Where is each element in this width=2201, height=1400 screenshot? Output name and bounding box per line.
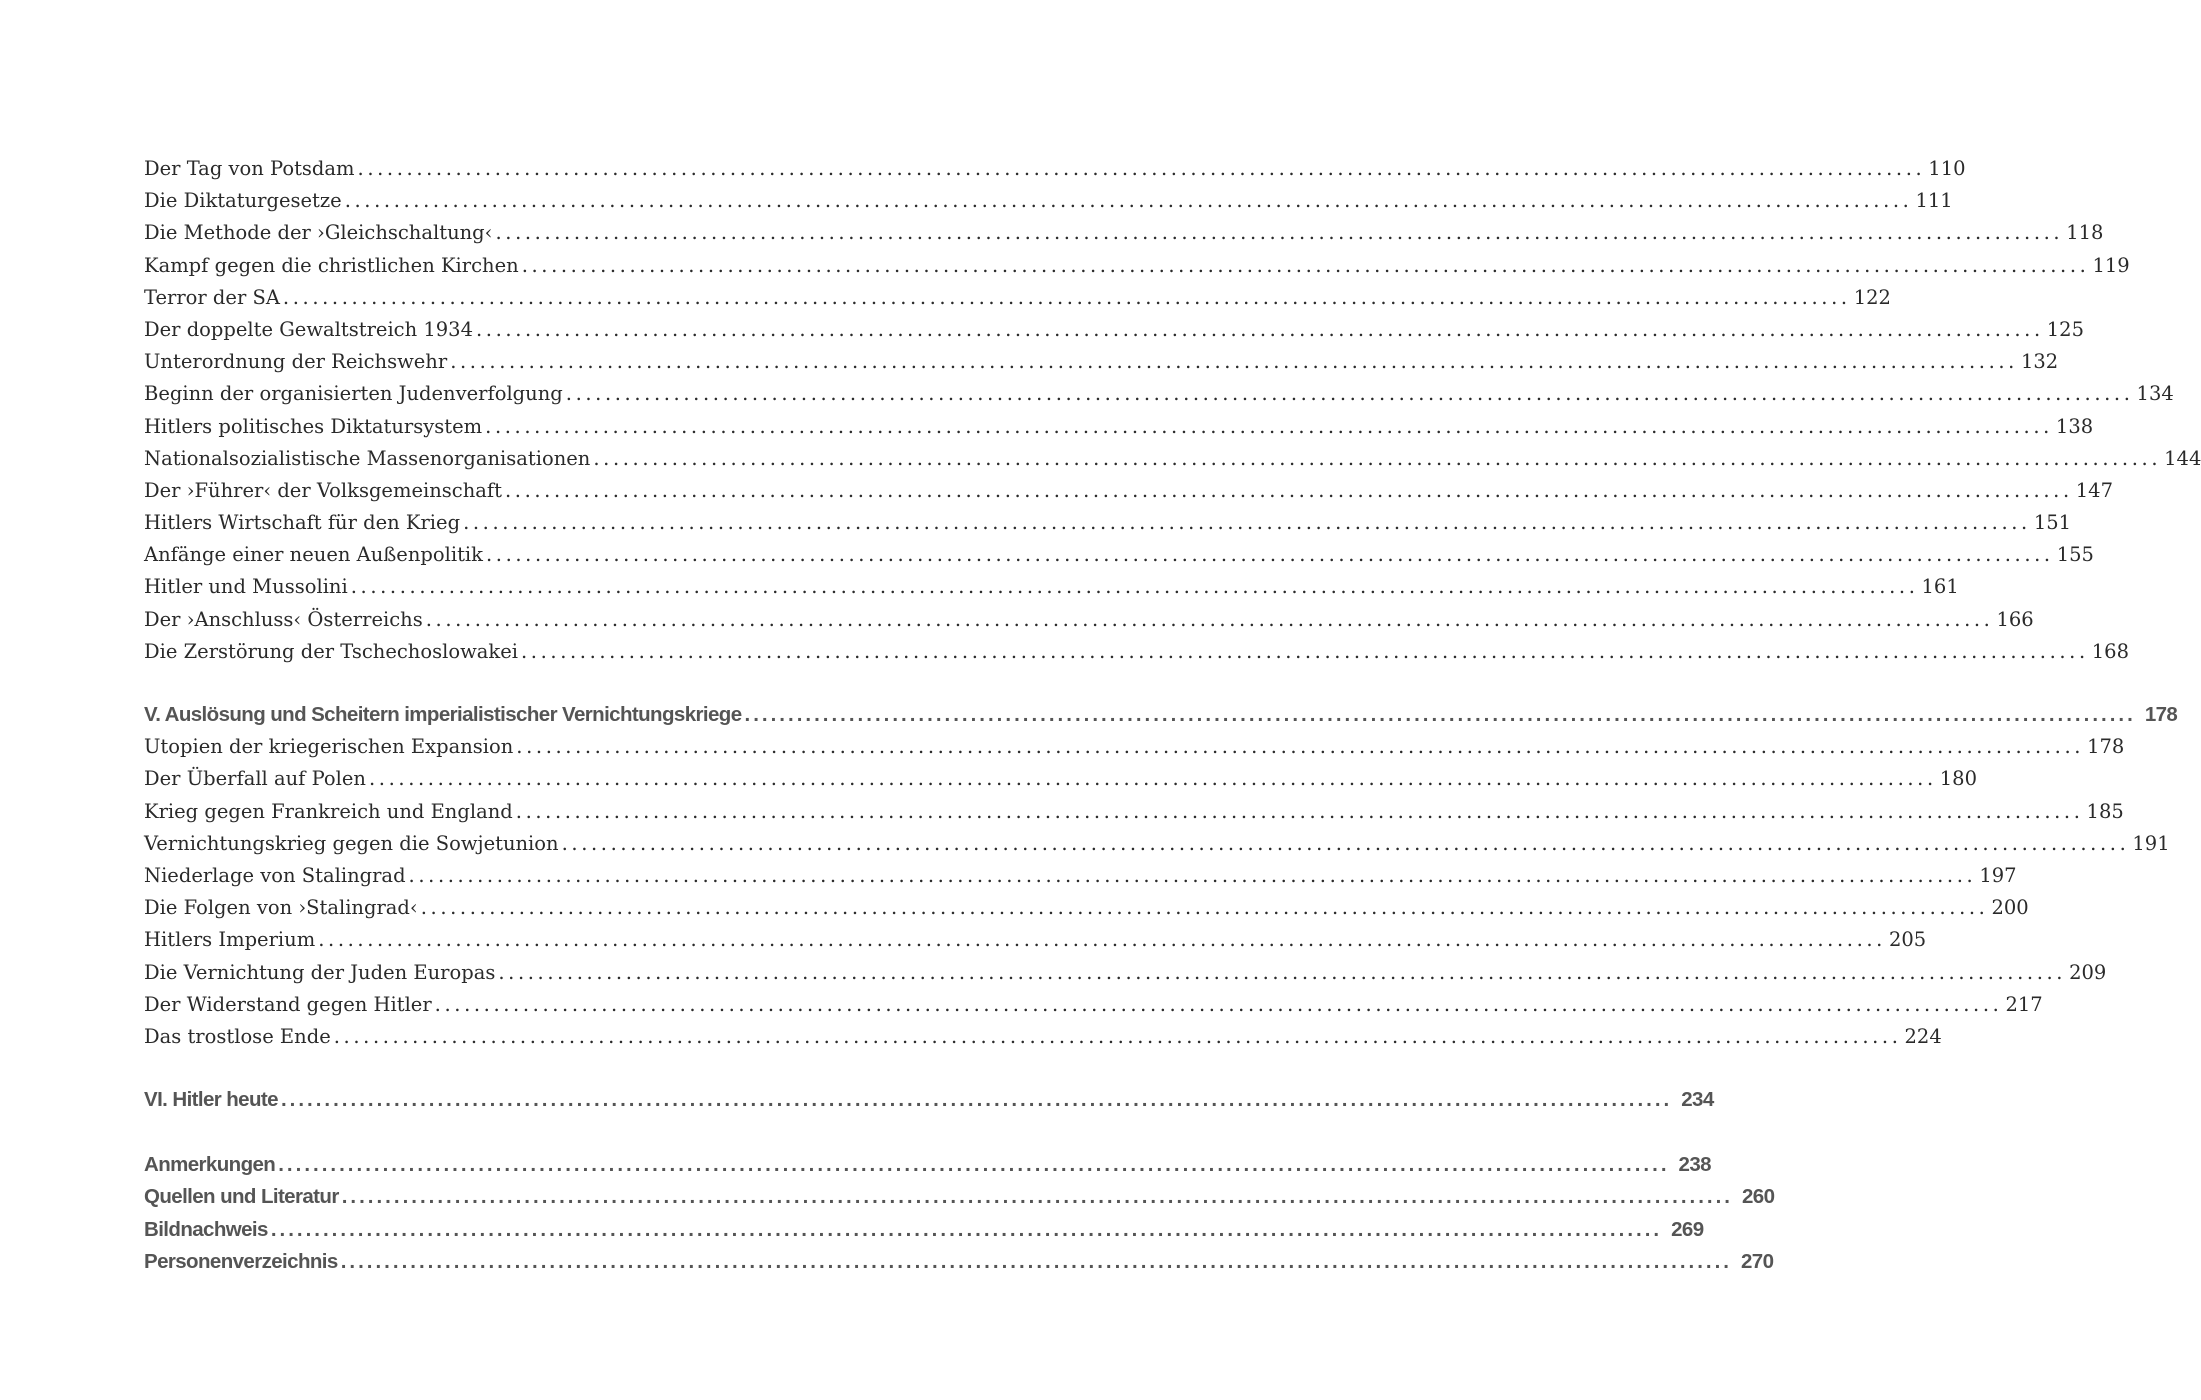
- entry-page: 209: [2069, 957, 2106, 989]
- entry-title: Der ›Führer‹ der Volksgemeinschaft: [144, 475, 502, 507]
- entry-page: 161: [1922, 571, 1959, 603]
- toc-entry: [144, 217, 2104, 249]
- dot-leader: ................................................................................................................................................................: [485, 543, 2054, 567]
- appendix-title: Bildnachweis: [144, 1214, 268, 1246]
- dot-leader: ................................................................................................................................................................: [593, 446, 2162, 470]
- section-v: [144, 699, 2178, 1053]
- entry-page: 197: [1979, 860, 2016, 892]
- toc-entry: [144, 346, 2059, 378]
- appendix-page: 269: [1665, 1214, 1703, 1246]
- dot-leader: ................................................................................................................................................................: [450, 350, 2018, 374]
- entry-page: 205: [1889, 924, 1926, 956]
- appendix-section: [144, 1149, 1775, 1278]
- chapter-heading: [144, 1084, 1714, 1116]
- entry-page: 144: [2164, 443, 2201, 475]
- entry-page: 122: [1854, 282, 1891, 314]
- entry-title: Hitlers Wirtschaft für den Krieg: [144, 507, 460, 539]
- toc-entry: [144, 475, 2113, 507]
- dot-leader: ................................................................................................................................................................: [495, 221, 2064, 245]
- section-iv-list: [144, 153, 2201, 668]
- entry-page: 147: [2076, 475, 2113, 507]
- entry-title: Die Vernichtung der Juden Europas: [144, 957, 495, 989]
- chapter-page: 178: [2139, 699, 2177, 731]
- dot-leader: ................................................................................................................................................................: [744, 703, 2136, 726]
- dot-leader: ................................................................................................................................................................: [504, 478, 2073, 502]
- entry-title: Der ›Anschluss‹ Österreichs: [144, 604, 423, 636]
- dot-leader: ................................................................................................................................................................: [521, 639, 2089, 663]
- entry-title: Die Zerstörung der Tschechoslowakei: [144, 636, 518, 668]
- entry-title: Vernichtungskrieg gegen die Sowjetunion: [144, 828, 559, 860]
- dot-leader: ................................................................................................................................................................: [561, 831, 2130, 855]
- appendix-page: 238: [1673, 1149, 1711, 1181]
- entry-title: Terror der SA: [144, 282, 280, 314]
- appendix-title: Anmerkungen: [144, 1149, 275, 1181]
- entry-title: Kampf gegen die christlichen Kirchen: [144, 250, 519, 282]
- toc-entry: [144, 250, 2130, 282]
- chapter-title: VI. Hitler heute: [144, 1084, 278, 1116]
- entry-page: 151: [2034, 507, 2071, 539]
- chapter-title: V. Auslösung und Scheitern imperialistischer Vernichtungskriege: [144, 699, 742, 731]
- entry-page: 125: [2047, 314, 2084, 346]
- entry-page: 132: [2021, 346, 2058, 378]
- toc-entry: [144, 1021, 1942, 1053]
- entry-page: 155: [2057, 539, 2094, 571]
- toc-entry: [144, 924, 1927, 956]
- toc-entry: [144, 153, 1966, 185]
- dot-leader: ................................................................................................................................................................: [282, 285, 1851, 309]
- entry-title: Der Überfall auf Polen: [144, 763, 366, 795]
- dot-leader: ................................................................................................................................................................: [485, 414, 2053, 438]
- dot-leader: ................................................................................................................................................................: [521, 253, 2090, 277]
- entry-title: Die Diktaturgesetze: [144, 185, 342, 217]
- dot-leader: ................................................................................................................................................................: [434, 992, 2003, 1016]
- appendix-entry: [144, 1246, 1774, 1278]
- entry-title: Hitlers Imperium: [144, 924, 315, 956]
- toc-entry: [144, 731, 2125, 763]
- dot-leader: ................................................................................................................................................................: [516, 735, 2085, 759]
- dot-leader: ................................................................................................................................................................: [344, 189, 1913, 213]
- chapter-page: 234: [1675, 1084, 1713, 1116]
- entry-page: 166: [1996, 604, 2033, 636]
- entry-title: Beginn der organisierten Judenverfolgung: [144, 378, 563, 410]
- dot-leader: ................................................................................................................................................................: [420, 896, 1989, 920]
- table-of-contents: [144, 153, 2201, 1278]
- dot-leader: ................................................................................................................................................................: [408, 863, 1977, 887]
- toc-entry: [144, 571, 1959, 603]
- toc-entry: [144, 507, 2072, 539]
- dot-leader: ................................................................................................................................................................: [515, 799, 2084, 823]
- entry-page: 180: [1940, 763, 1977, 795]
- appendix-entry: [144, 1214, 1704, 1246]
- toc-entry: [144, 539, 2094, 571]
- toc-entry: [144, 957, 2107, 989]
- dot-leader: ................................................................................................................................................................: [350, 575, 1919, 599]
- entry-title: Anfänge einer neuen Außenpolitik: [144, 539, 483, 571]
- entry-title: Der doppelte Gewaltstreich 1934: [144, 314, 473, 346]
- entry-title: Hitlers politisches Diktatursystem: [144, 411, 482, 443]
- entry-page: 168: [2092, 636, 2129, 668]
- entry-page: 111: [1915, 185, 1952, 217]
- dot-leader: ................................................................................................................................................................: [278, 1153, 1670, 1177]
- entry-page: 110: [1928, 153, 1965, 185]
- entry-page: 178: [2087, 731, 2124, 763]
- dot-leader: ................................................................................................................................................................: [425, 607, 1994, 631]
- dot-leader: ................................................................................................................................................................: [280, 1088, 1673, 1112]
- toc-entry: [144, 604, 2034, 636]
- appendix-page: 270: [1735, 1246, 1773, 1278]
- entry-page: 119: [2092, 250, 2129, 282]
- toc-entry: [144, 314, 2084, 346]
- entry-title: Unterordnung der Reichswehr: [144, 346, 447, 378]
- appendix-title: Quellen und Literatur: [144, 1181, 339, 1213]
- entry-title: Nationalsozialistische Massenorganisationen: [144, 443, 590, 475]
- toc-entry: [144, 892, 2029, 924]
- entry-page: 217: [2005, 989, 2042, 1021]
- appendix-entry: [144, 1149, 1711, 1181]
- toc-entry: [144, 860, 2017, 892]
- entry-title: Der Widerstand gegen Hitler: [144, 989, 432, 1021]
- entry-page: 118: [2066, 217, 2103, 249]
- toc-entry: [144, 443, 2201, 475]
- entry-page: 134: [2137, 378, 2174, 410]
- toc-entry: [144, 636, 2129, 668]
- entry-title: Hitler und Mussolini: [144, 571, 348, 603]
- section-vi: [144, 1084, 1714, 1116]
- entry-page: 200: [1991, 892, 2028, 924]
- toc-entry: [144, 828, 2170, 860]
- appendix-page: 260: [1736, 1181, 1774, 1213]
- dot-leader: ................................................................................................................................................................: [341, 1185, 1733, 1209]
- toc-entry: [144, 378, 2174, 410]
- toc-entry: [144, 989, 2043, 1021]
- appendix-title: Personenverzeichnis: [144, 1246, 338, 1278]
- toc-entry: [144, 411, 2094, 443]
- toc-entry: [144, 185, 1953, 217]
- entry-title: Die Folgen von ›Stalingrad‹: [144, 892, 418, 924]
- entry-page: 224: [1905, 1021, 1942, 1053]
- entry-page: 138: [2056, 411, 2093, 443]
- entry-page: 185: [2087, 796, 2124, 828]
- entry-title: Niederlage von Stalingrad: [144, 860, 406, 892]
- chapter-heading: [144, 699, 2178, 731]
- entry-title: Das trostlose Ende: [144, 1021, 331, 1053]
- toc-entry: [144, 763, 1977, 795]
- toc-entry: [144, 796, 2124, 828]
- entry-title: Die Methode der ›Gleichschaltung‹: [144, 217, 492, 249]
- dot-leader: ................................................................................................................................................................: [340, 1249, 1732, 1273]
- dot-leader: ................................................................................................................................................................: [476, 317, 2044, 341]
- dot-leader: ................................................................................................................................................................: [369, 767, 1937, 791]
- dot-leader: ................................................................................................................................................................: [357, 157, 1926, 180]
- entry-title: Der Tag von Potsdam: [144, 153, 355, 185]
- dot-leader: ................................................................................................................................................................: [463, 511, 2031, 535]
- dot-leader: ................................................................................................................................................................: [565, 382, 2134, 406]
- entry-page: 191: [2132, 828, 2169, 860]
- dot-leader: ................................................................................................................................................................: [318, 928, 1886, 952]
- dot-leader: ................................................................................................................................................................: [270, 1217, 1663, 1241]
- dot-leader: ................................................................................................................................................................: [333, 1024, 1902, 1048]
- toc-entry: [144, 282, 1891, 314]
- entry-title: Utopien der kriegerischen Expansion: [144, 731, 513, 763]
- appendix-entry: [144, 1181, 1775, 1213]
- entry-title: Krieg gegen Frankreich und England: [144, 796, 513, 828]
- dot-leader: ................................................................................................................................................................: [498, 960, 2067, 984]
